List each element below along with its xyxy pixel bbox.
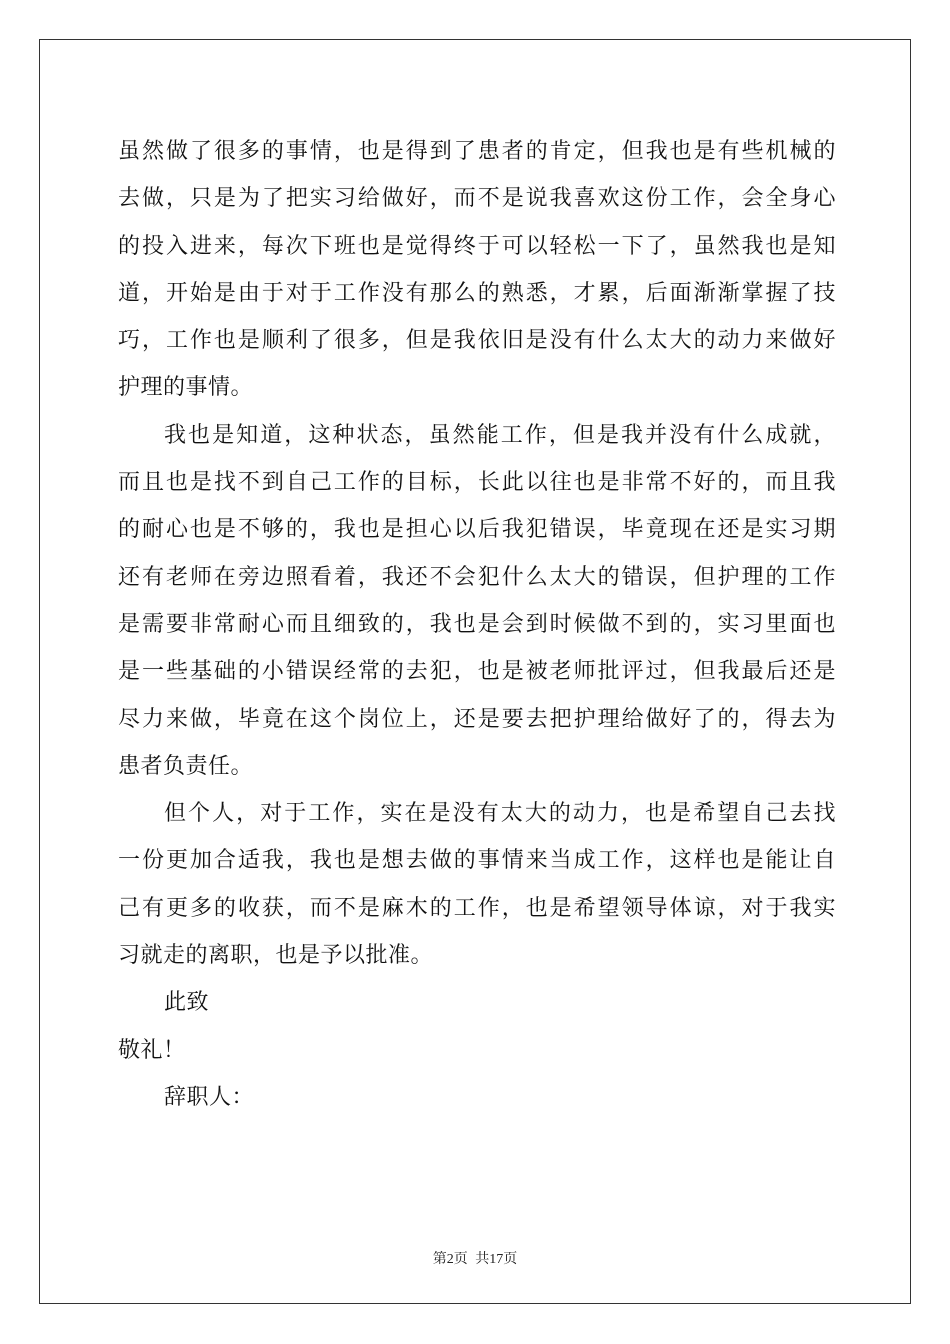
page-footer bbox=[0, 1248, 950, 1268]
text-line: 尽力来做，毕竟在这个岗位上，还是要去把护理给做好了的，得去为 bbox=[118, 706, 836, 732]
text-line: 患者负责任。 bbox=[118, 753, 254, 779]
text-line: 习就走的离职，也是予以批准。 bbox=[118, 943, 434, 969]
page-total: 共17页 bbox=[475, 1252, 518, 1267]
text-line: 而且也是找不到自己工作的目标，长此以往也是非常不好的，而且我 bbox=[118, 470, 836, 496]
text-line: 巧，工作也是顺利了很多，但是我依旧是没有什么太大的动力来做好 bbox=[118, 328, 836, 354]
text-line: 是需要非常耐心而且细致的，我也是会到时候做不到的，实习里面也 bbox=[118, 611, 836, 637]
paragraph-2 bbox=[118, 412, 836, 790]
text-line: 去做，只是为了把实习给做好，而不是说我喜欢这份工作，会全身心 bbox=[118, 186, 836, 212]
signer-label: 辞职人： bbox=[164, 1084, 255, 1110]
text-line: 己有更多的收获，而不是麻木的工作，也是希望领导体谅，对于我实 bbox=[118, 895, 836, 921]
text-line: 还有老师在旁边照看着，我还不会犯什么太大的错误，但护理的工作 bbox=[118, 564, 836, 590]
salutation: 此致 bbox=[164, 990, 210, 1016]
text-line: 的投入进来，每次下班也是觉得终于可以轻松一下了，虽然我也是知 bbox=[118, 233, 836, 259]
text-line: 但个人，对于工作，实在是没有太大的动力，也是希望自己去找 bbox=[164, 801, 836, 827]
text-line: 护理的事情。 bbox=[118, 375, 254, 401]
paragraph-1 bbox=[118, 128, 836, 412]
text-line: 我也是知道，这种状态，虽然能工作，但是我并没有什么成就， bbox=[164, 422, 836, 448]
text-line: 道，开始是由于对于工作没有那么的熟悉，才累，后面渐渐掌握了技 bbox=[118, 280, 836, 306]
text-line: 的耐心也是不够的，我也是担心以后我犯错误，毕竟现在还是实习期 bbox=[118, 517, 836, 543]
text-line: 是一些基础的小错误经常的去犯，也是被老师批评过，但我最后还是 bbox=[118, 659, 836, 685]
text-line: 一份更加合适我，我也是想去做的事情来当成工作，这样也是能让自 bbox=[118, 848, 836, 874]
regards: 敬礼！ bbox=[118, 1037, 186, 1063]
letter-body bbox=[118, 128, 836, 1121]
text-line: 虽然做了很多的事情，也是得到了患者的肯定，但我也是有些机械的 bbox=[118, 139, 836, 164]
paragraph-3 bbox=[118, 790, 836, 979]
page-number: 第2页 bbox=[432, 1252, 468, 1267]
